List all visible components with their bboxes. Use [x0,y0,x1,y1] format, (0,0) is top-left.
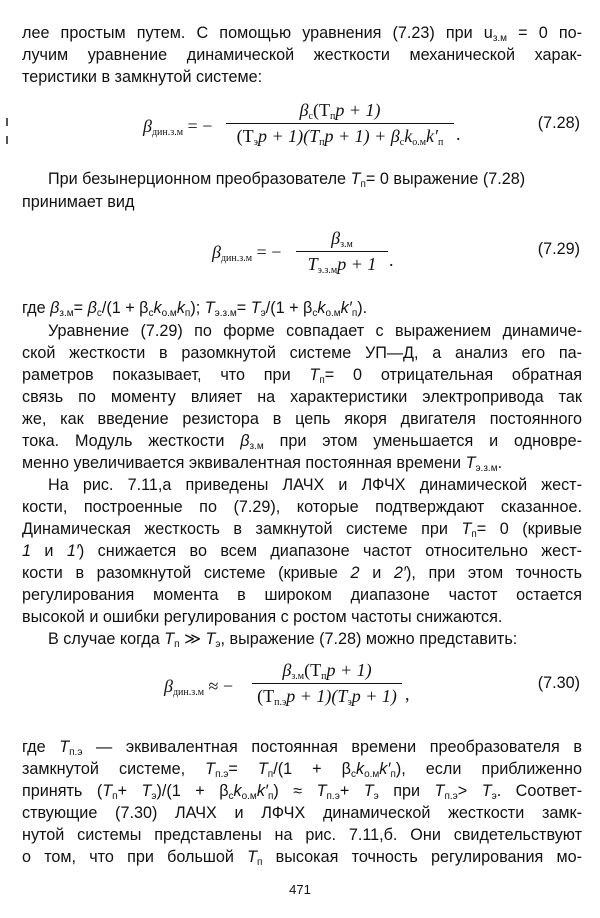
equation-lhs: $\beta_{дин.з.м}$ ≈ − [164,676,234,698]
equation-number: (7.30) [537,674,580,692]
text-line: нутой системы представлены на рис. 7.11,б. Они свидетельствуют [22,826,582,844]
text-line: лее простым путем. С помощью уравнения (7.23) при $u_{з.м} = 0$ по- [22,24,582,44]
text-line: о том, что при большой $T_п$ высокая точность регулирования мо- [22,848,582,868]
text-line: раметров показывает, что при $T_п= 0$ отрицательная обратная [22,366,582,386]
text-line: связь по моменту влияет на характеристики электропривода так [22,388,582,406]
text-line: принять $(T_п+ T_э)/(1 + \beta_сk_{о.м}k'_п) \approx T_{п.э}+ T_э$ при $T_{п.э}> T_э$. Соответ- [22,782,583,802]
equation-7-28: $\beta_{дин.з.м}$ = − $\beta_с(T_пp + 1)$ $(T_эp + 1)(T_пp + 1) + \beta_сk_{о.м}k'_п$ . (7.28) [143,100,580,148]
text-line: На рис. 7.11,а приведены ЛАЧХ и ЛФЧХ динамической жест- [48,476,582,494]
text-line: 1 и 1′) снижается во всем диапазоне частот относительно жест- [22,542,582,560]
equation-fraction: $\beta_{з.м}(T_пp + 1)$ $(T_{п.э}p + 1)(T_эp + 1)$ [252,660,402,707]
text-line: замкнутой системе, $T_{п.э}= T_п/(1 + \beta_сk_{о.м}k'_п)$, если приближенно [22,760,583,780]
margin-mark [6,136,8,144]
text-line: Динамическая жесткость в замкнутой системе при $T_п= 0$ (кривые [22,520,582,540]
text-line: менно увеличивается эквивалентная постоянная времени $T_{э.з.м}$. [22,454,503,474]
text-line: Уравнение (7.29) по форме совпадает с выражением динамиче- [48,322,582,340]
equation-lhs: $\beta_{дин.з.м}$ = − [212,242,282,264]
equation-fraction: $\beta_{з.м}$ $T_{э.з.м}p + 1$ [296,228,388,275]
text-line: высокой и ошибки регулирования с ростом частоты снижаются. [22,608,503,626]
text-line: же, как введение резистора в цепь якоря двигателя постоянного [22,410,582,428]
text-line: кости в разомкнутой системе (кривые 2 и 2′), при этом точность [22,564,583,582]
text-line: лучим уравнение динамической жесткости механической харак- [22,46,582,64]
text-line: тока. Модуль жесткости $\beta_{з.м}$ при этом уменьшается и одновре- [22,432,583,452]
equation-7-30: $\beta_{дин.з.м}$ ≈ − $\beta_{з.м}(T_пp + 1)$ $(T_{п.э}p + 1)(T_эp + 1)$ , (7.30) [164,660,580,708]
text-line: ской жесткости в разомкнутой системе УП—Д, а анализ его па- [22,344,582,362]
equation-7-29: $\beta_{дин.з.м}$ = − $\beta_{з.м}$ $T_{э.з.м}p + 1$ . (7.29) [212,228,580,276]
margin-mark [6,118,8,126]
equation-number: (7.28) [537,114,580,132]
equation-lhs: $\beta_{дин.з.м}$ = − [143,116,213,138]
text-line: При безынерционном преобразователе $T_п= 0$ выражение (7.28) [48,170,526,190]
text-line: где $T_{п.э}$ — эквивалентная постоянная времени преобразователя в [22,738,583,758]
text-line: ствующие (7.30) ЛАЧХ и ЛФЧХ динамической жесткости замк- [22,804,582,822]
text-line: кости, построенные по (7.29), которые подтверждают сказанное. [22,498,582,516]
text-line: принимает вид [22,193,135,211]
equation-fraction: $\beta_с(T_пp + 1)$ $(T_эp + 1)(T_пp + 1) + \beta_сk_{о.м}k'_п$ [226,100,454,147]
text-line: где $\beta_{з.м}= \beta_с/(1 + \beta_сk_{о.м}k_п)$; $T_{э.з.м}= T_э/(1 + \beta_сk_{о.м}k'_п)$. [22,299,368,319]
text-line: теристики в замкнутой системе: [22,68,263,86]
equation-number: (7.29) [537,240,580,258]
text-line: регулирования момента в широком диапазоне частот остается [22,586,582,604]
text-line: В случае когда $T_п$ ≫ $T_э$, выражение (7.28) можно представить: [48,630,518,650]
page-number: 471 [289,882,311,897]
